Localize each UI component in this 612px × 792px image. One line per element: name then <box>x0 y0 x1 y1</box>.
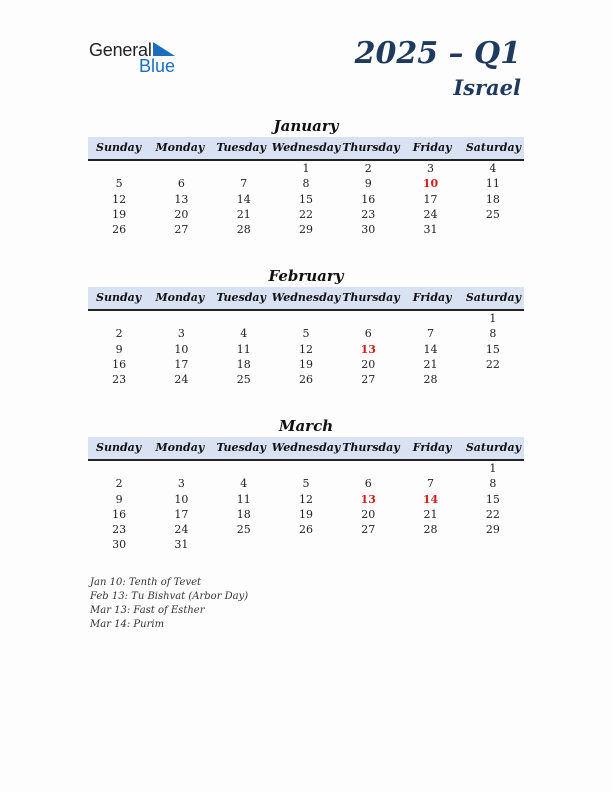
day-cell: 9 <box>364 177 372 191</box>
day-cell: 31 <box>174 538 189 552</box>
day-cell: 28 <box>423 523 438 537</box>
day-cell: 23 <box>361 207 376 221</box>
week-grid <box>88 161 524 237</box>
page-title: 2025 – Q1 <box>354 36 521 71</box>
day-cell: 7 <box>427 477 435 491</box>
day-cell: 23 <box>112 373 127 387</box>
day-cell: 3 <box>427 162 435 175</box>
week-row <box>88 537 524 552</box>
empty-day-cell <box>337 537 399 552</box>
day-cell: 15 <box>485 492 500 506</box>
day-cell: 22 <box>485 357 500 371</box>
weekday-label: Wednesday <box>271 291 341 304</box>
weekday-label: Thursday <box>342 441 400 454</box>
day-cell: 17 <box>174 507 189 521</box>
day-cell: 6 <box>364 327 372 341</box>
day-cell: 11 <box>236 342 251 356</box>
empty-day-cell <box>337 311 399 326</box>
holiday-notes <box>90 576 248 632</box>
weekday-label: Friday <box>412 141 452 154</box>
day-cell: 22 <box>298 207 313 221</box>
day-cell: 27 <box>361 523 376 537</box>
day-cell: 19 <box>298 357 313 371</box>
weekday-label: Friday <box>412 441 452 454</box>
logo-word-blue: Blue <box>139 56 176 76</box>
day-cell: 17 <box>174 357 189 371</box>
day-cell: 5 <box>302 327 310 341</box>
day-cell: 26 <box>298 373 313 387</box>
day-cell: 5 <box>115 177 123 191</box>
month-title: March <box>278 417 334 435</box>
weekday-label: Wednesday <box>271 441 341 454</box>
day-cell: 21 <box>423 357 438 371</box>
week-row <box>88 507 524 522</box>
empty-day-cell <box>150 461 212 476</box>
weekday-header <box>88 287 524 311</box>
empty-day-cell <box>150 161 212 176</box>
week-row <box>88 357 524 372</box>
weekday-label: Monday <box>155 441 205 454</box>
weekday-header <box>88 137 524 161</box>
day-cell: 12 <box>298 492 313 506</box>
week-row <box>88 372 524 387</box>
weekday-label: Thursday <box>342 141 400 154</box>
day-cell: 15 <box>485 342 500 356</box>
empty-day-cell <box>213 537 275 552</box>
day-cell: 6 <box>177 177 185 191</box>
day-cell: 9 <box>115 492 123 506</box>
weekday-label: Monday <box>155 141 205 154</box>
weekday-label: Saturday <box>465 141 521 154</box>
week-row <box>88 222 524 237</box>
day-cell: 17 <box>423 192 438 206</box>
day-cell: 28 <box>423 373 438 387</box>
weekday-label: Sunday <box>96 441 142 454</box>
day-cell: 28 <box>236 223 251 237</box>
empty-day-cell <box>399 461 461 476</box>
day-cell: 2 <box>115 477 123 491</box>
holiday-day-cell: 14 <box>422 492 439 506</box>
empty-day-cell <box>462 222 524 237</box>
empty-day-cell <box>275 311 337 326</box>
day-cell: 16 <box>361 192 376 206</box>
day-cell: 31 <box>423 223 438 237</box>
day-cell: 27 <box>361 373 376 387</box>
weekday-label: Tuesday <box>216 141 266 154</box>
day-cell: 30 <box>361 223 376 237</box>
holiday-day-cell: 13 <box>360 492 376 506</box>
day-cell: 25 <box>485 207 500 221</box>
day-cell: 25 <box>236 373 251 387</box>
day-cell: 24 <box>423 207 438 221</box>
day-cell: 10 <box>174 492 189 506</box>
day-cell: 7 <box>240 177 248 191</box>
note-item: Mar 14: Purim <box>90 619 165 630</box>
empty-day-cell <box>462 537 524 552</box>
day-cell: 9 <box>115 342 123 356</box>
day-cell: 8 <box>489 327 497 341</box>
day-cell: 18 <box>236 507 251 521</box>
holiday-day-cell: 10 <box>422 177 439 191</box>
empty-day-cell <box>88 461 150 476</box>
day-cell: 22 <box>485 507 500 521</box>
week-row <box>88 342 524 357</box>
week-row <box>88 192 524 207</box>
day-cell: 14 <box>423 342 438 356</box>
weekday-label: Tuesday <box>216 291 266 304</box>
day-cell: 4 <box>240 477 248 491</box>
day-cell: 12 <box>112 192 127 206</box>
day-cell: 29 <box>298 223 313 237</box>
empty-day-cell <box>150 311 212 326</box>
logo <box>89 40 189 76</box>
empty-day-cell <box>213 461 275 476</box>
empty-day-cell <box>88 161 150 176</box>
day-cell: 19 <box>298 507 313 521</box>
day-cell: 29 <box>485 523 500 537</box>
day-cell: 5 <box>302 477 310 491</box>
day-cell: 18 <box>485 192 500 206</box>
week-row <box>88 522 524 537</box>
week-row <box>88 176 524 191</box>
weekday-label: Monday <box>155 291 205 304</box>
day-cell: 15 <box>298 192 313 206</box>
day-cell: 8 <box>489 477 497 491</box>
note-item: Jan 10: Tenth of Tevet <box>90 577 202 588</box>
logo-word-general: General <box>89 40 152 60</box>
day-cell: 20 <box>361 507 376 521</box>
day-cell: 12 <box>298 342 313 356</box>
empty-day-cell <box>399 537 461 552</box>
week-grid <box>88 311 524 387</box>
day-cell: 2 <box>364 162 372 175</box>
empty-day-cell <box>275 537 337 552</box>
day-cell: 3 <box>177 327 185 341</box>
empty-day-cell <box>399 311 461 326</box>
empty-day-cell <box>213 311 275 326</box>
day-cell: 1 <box>302 162 310 175</box>
week-row <box>88 161 524 176</box>
day-cell: 10 <box>174 342 189 356</box>
weekday-label: Friday <box>412 291 452 304</box>
week-grid <box>88 461 524 553</box>
day-cell: 23 <box>112 523 127 537</box>
day-cell: 21 <box>236 207 251 221</box>
day-cell: 26 <box>112 223 127 237</box>
day-cell: 18 <box>236 357 251 371</box>
empty-day-cell <box>213 161 275 176</box>
day-cell: 24 <box>174 373 189 387</box>
empty-day-cell <box>337 461 399 476</box>
logo-triangle-icon <box>153 42 175 56</box>
day-cell: 30 <box>112 538 127 552</box>
empty-day-cell <box>88 311 150 326</box>
day-cell: 20 <box>361 357 376 371</box>
day-cell: 4 <box>489 162 497 175</box>
day-cell: 20 <box>174 207 189 221</box>
day-cell: 1 <box>489 312 497 325</box>
week-row <box>88 326 524 341</box>
weekday-header <box>88 437 524 461</box>
note-item: Mar 13: Fast of Esther <box>90 605 205 616</box>
month-february <box>88 266 524 387</box>
page-subtitle: Israel <box>453 75 521 100</box>
holiday-day-cell: 13 <box>360 342 376 356</box>
day-cell: 24 <box>174 523 189 537</box>
day-cell: 6 <box>364 477 372 491</box>
weekday-label: Tuesday <box>216 441 266 454</box>
week-row <box>88 476 524 491</box>
day-cell: 1 <box>489 462 497 475</box>
week-row <box>88 461 524 476</box>
week-row <box>88 311 524 326</box>
day-cell: 27 <box>174 223 189 237</box>
day-cell: 11 <box>236 492 251 506</box>
day-cell: 2 <box>115 327 123 341</box>
day-cell: 11 <box>485 177 500 191</box>
note-item: Feb 13: Tu Bishvat (Arbor Day) <box>90 591 249 602</box>
month-march <box>88 416 524 553</box>
day-cell: 4 <box>240 327 248 341</box>
day-cell: 16 <box>112 357 127 371</box>
day-cell: 14 <box>236 192 251 206</box>
day-cell: 26 <box>298 523 313 537</box>
day-cell: 8 <box>302 177 310 191</box>
week-row <box>88 492 524 507</box>
weekday-label: Wednesday <box>271 141 341 154</box>
day-cell: 25 <box>236 523 251 537</box>
header <box>355 36 521 102</box>
week-row <box>88 207 524 222</box>
weekday-label: Saturday <box>465 291 521 304</box>
month-january <box>88 116 524 237</box>
weekday-label: Saturday <box>465 441 521 454</box>
day-cell: 7 <box>427 327 435 341</box>
weekday-label: Sunday <box>96 141 142 154</box>
weekday-label: Sunday <box>96 291 142 304</box>
day-cell: 3 <box>177 477 185 491</box>
day-cell: 16 <box>112 507 127 521</box>
day-cell: 21 <box>423 507 438 521</box>
day-cell: 13 <box>174 192 189 206</box>
empty-day-cell <box>275 461 337 476</box>
month-title: January <box>273 117 339 135</box>
day-cell: 19 <box>112 207 127 221</box>
month-title: February <box>268 267 344 285</box>
empty-day-cell <box>462 372 524 387</box>
weekday-label: Thursday <box>342 291 400 304</box>
